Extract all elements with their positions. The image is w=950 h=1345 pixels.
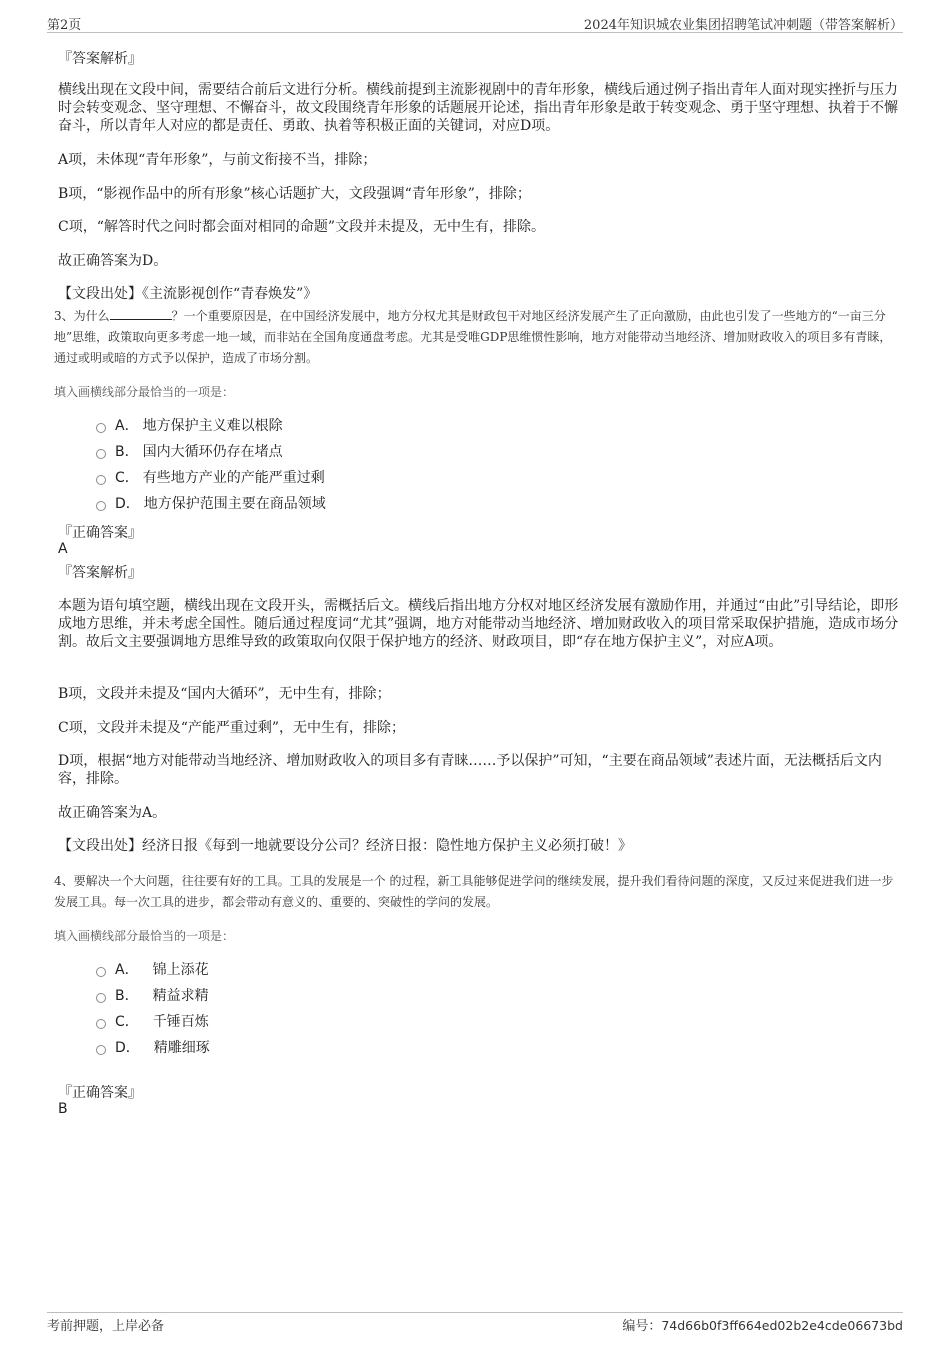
page-number: 第2页: [47, 18, 82, 33]
radio-icon[interactable]: [96, 475, 106, 485]
q2-analysis-option-a: A项，未体现“青年形象”，与前文衔接不当，排除；: [58, 152, 377, 168]
q3-analysis-label: 『答案解析』: [58, 565, 142, 581]
question-4-stem: 4、要解决一个大问题，往往要有好的工具。工具的发展是一个 的过程，新工具能够促进学问的继续发展，提升我们看待问题的深度，又反过来促进我们进一步发展工具。每一次工具的进步，都会带动有意义的、重要的、突破性的学问的发展。: [54, 874, 894, 909]
option-b[interactable]: B． 精益求精: [96, 983, 210, 1009]
q2-analysis-option-c: C项，“解答时代之问时都会面对相同的命题”文段并未提及，无中生有，排除。: [58, 219, 546, 235]
radio-icon[interactable]: [96, 993, 106, 1003]
option-c[interactable]: C． 千锤百炼: [96, 1009, 210, 1035]
q3-answer-value: A: [58, 541, 68, 557]
radio-icon[interactable]: [96, 967, 106, 977]
q2-conclusion: 故正确答案为D。: [58, 253, 168, 269]
q3-analysis-paragraph: 本题为语句填空题，横线出现在文段开头，需概括后文。横线后指出地方分权对地区经济发展有激励作用，并通过“由此”引导结论，即形成地方思维，并未考虑全国性。随后通过程度词“尤其”强调，地方对能带动当地经济、增加财政收入的项目常采取保护措施，造成市场分割。故后文主要强调地方思维导致的政策取向仅限于保护地方的经济、财政项目，即“存在地方保护主义”，对应A项。: [58, 598, 899, 650]
q4-answer-label: 『正确答案』: [58, 1085, 142, 1101]
option-a[interactable]: A． 锦上添花: [96, 957, 210, 983]
q3-analysis-option-d: D项，根据“地方对能带动当地经济、增加财政收入的项目多有青睐……予以保护”可知，“主要在商品领域”表述片面，无法概括后文内容，排除。: [58, 753, 882, 787]
q3-answer-label: 『正确答案』: [58, 525, 142, 541]
radio-icon[interactable]: [96, 501, 106, 511]
option-b[interactable]: B． 国内大循环仍存在堵点: [96, 439, 326, 465]
q3-analysis-option-b: B项，文段并未提及“国内大循环”，无中生有，排除；: [58, 686, 391, 702]
q2-source: 【文段出处】《主流影视创作“青春焕发”》: [58, 286, 318, 302]
question-4-options: [96, 957, 210, 1061]
q2-analysis-paragraph: 横线出现在文段中间，需要结合前后文进行分析。横线前提到主流影视剧中的青年形象，横线后通过例子指出青年人面对现实挫折与压力时会转变观念、坚守理想、不懈奋斗，故文段围绕青年形象的话题展开论述，指出青年形象是敢于转变观念、勇于坚守理想、执着于不懈奋斗，所以青年人对应的都是责任、勇敢、执着等积极正面的关键词，对应D项。: [58, 82, 898, 134]
q3-source: 【文段出处】经济日报《每到一地就要设分公司？经济日报：隐性地方保护主义必须打破！》: [58, 838, 632, 854]
question-3-options: [96, 413, 326, 517]
q3-analysis-option-c: C项，文段并未提及“产能严重过剩”，无中生有，排除；: [58, 720, 406, 736]
radio-icon[interactable]: [96, 423, 106, 433]
radio-icon[interactable]: [96, 449, 106, 459]
question-3-stem: [54, 306, 903, 369]
question-3-text-before: 3、为什么: [54, 309, 110, 323]
option-c[interactable]: C． 有些地方产业的产能严重过剩: [96, 465, 326, 491]
question-3-blank: [110, 306, 172, 320]
document-title: 2024年知识城农业集团招聘笔试冲刺题（带答案解析）: [583, 18, 903, 33]
footer-code-label: 编号：: [622, 1319, 662, 1334]
q2-analysis-option-b: B项，“影视作品中的所有形象”核心话题扩大，文段强调“青年形象”，排除；: [58, 186, 531, 202]
footer-code: [622, 1315, 903, 1334]
question-4-prompt: 填入画横线部分最恰当的一项是：: [54, 929, 235, 943]
option-a[interactable]: A． 地方保护主义难以根除: [96, 413, 326, 439]
option-d[interactable]: D． 精雕细琢: [96, 1035, 210, 1061]
q2-analysis-label: 『答案解析』: [58, 51, 142, 67]
option-d[interactable]: D． 地方保护范围主要在商品领域: [96, 491, 326, 517]
footer-code-value: 74d66b0f3ff664ed02b2e4cde06673bd: [661, 1318, 903, 1333]
question-3-text-after: ？一个重要原因是，在中国经济发展中，地方分权尤其是财政包干对地区经济发展产生了正向激励，由此也引发了一些地方的“一亩三分地”思维，政策取向更多考虑一地一域，而非站在全国角度通盘考虑。尤其是受唯GDP思维惯性影响，地方对能带动当地经济、增加财政收入的项目多有青睐，通过或明或暗的方式予以保护，造成了市场分割。: [54, 309, 892, 365]
radio-icon[interactable]: [96, 1045, 106, 1055]
footer-slogan: 考前押题，上岸必备: [47, 1319, 165, 1334]
q3-conclusion: 故正确答案为A。: [58, 805, 167, 821]
page-footer: [47, 1312, 903, 1333]
radio-icon[interactable]: [96, 1019, 106, 1029]
q4-answer-value: B: [58, 1101, 68, 1117]
page-header: [47, 12, 903, 33]
question-3-prompt: 填入画横线部分最恰当的一项是：: [54, 385, 235, 399]
